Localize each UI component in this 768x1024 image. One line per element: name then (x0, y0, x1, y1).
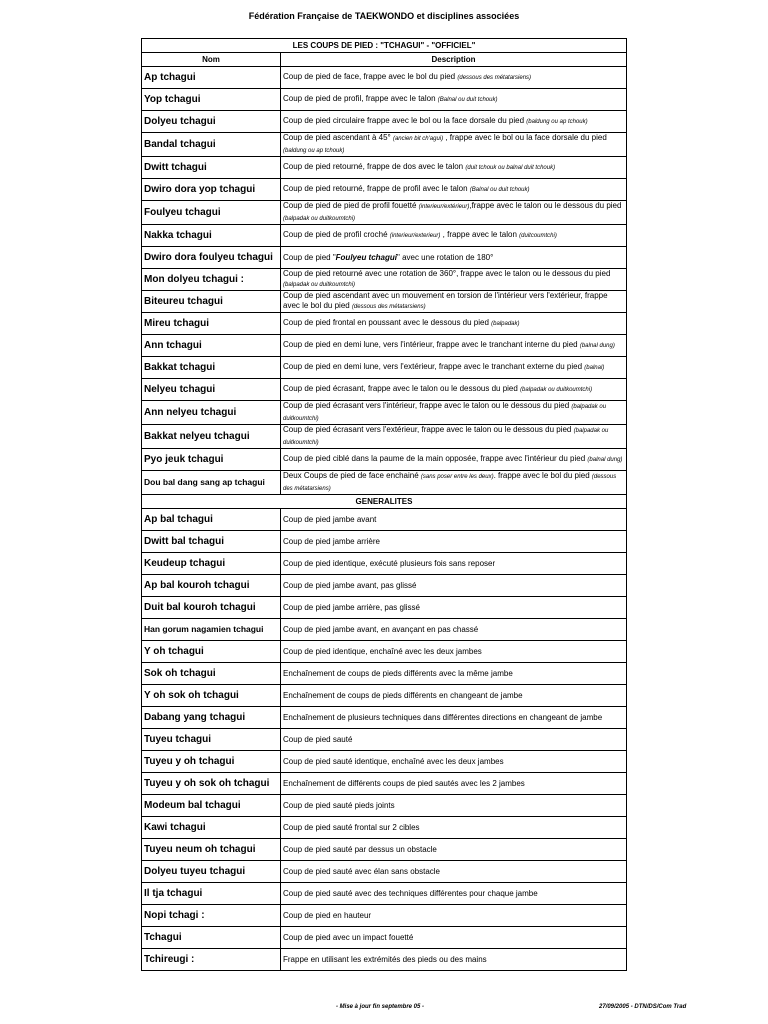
description-note: (balnal) (584, 364, 605, 371)
description-text: Coup de pied sauté par dessus un obstacle (283, 844, 437, 854)
description-note-2: (baldung ou ap tchouk) (283, 147, 345, 154)
kick-name: Han gorum nagamien tchagui (142, 619, 281, 641)
description-note-2: (balpadak ou duitkoumtchi) (283, 215, 356, 222)
kick-description (281, 133, 627, 157)
column-header-description: Description (281, 53, 627, 67)
description-text: Coup de pied sauté avec élan sans obstacle (283, 866, 440, 876)
description-text: Coup de pied en demi lune, vers l'intérieur, frappe avec le tranchant interne du pied (283, 339, 580, 349)
kick-name: Keudeup tchagui (142, 553, 281, 575)
kick-description (281, 685, 627, 707)
kick-description (281, 751, 627, 773)
description-note-2: (duitcoumtchi) (519, 232, 557, 239)
description-text: Enchaînement de coups de pieds différents avec la même jambe (283, 668, 513, 678)
table-row (142, 379, 627, 401)
kick-name: Il tja tchagui (142, 883, 281, 905)
description-text: Coup de pied écrasant vers l'intérieur, frappe avec le talon ou le dessous du pied (283, 401, 572, 410)
section-header-row (142, 495, 627, 509)
description-text: Coup de pied retourné, frappe de profil avec le talon (283, 183, 470, 193)
description-note: (baldung ou ap tchouk) (526, 118, 588, 125)
kick-description (281, 883, 627, 905)
kick-description (281, 449, 627, 471)
kick-description (281, 401, 627, 425)
kick-name: Duit bal kouroh tchagui (142, 597, 281, 619)
description-text: Coup de pied sauté avec des techniques différentes pour chaque jambe (283, 888, 538, 898)
kick-description (281, 157, 627, 179)
description-text: Enchaînement de différents coups de pied sautés avec les 2 jambes (283, 778, 525, 788)
description-text-2: . frappe avec le bol du pied (493, 471, 592, 480)
description-text: Deux Coups de pied de face enchainé (283, 471, 421, 480)
kick-description (281, 425, 627, 449)
description-text: Enchaînement de coups de pieds différents en changeant de jambe (283, 690, 523, 700)
description-note: (Balnal ou duit tchouk) (437, 96, 498, 103)
description-note: (ancien bit ch'agui) (392, 136, 444, 142)
table-row (142, 751, 627, 773)
description-text: Coup de pied de profil croché (283, 229, 390, 239)
table-row (142, 575, 627, 597)
description-note: (balnal dung) (579, 342, 615, 349)
table-row (142, 291, 627, 313)
kick-name: Nopi tchagi : (142, 905, 281, 927)
description-note: (interieur/extérieur) (418, 204, 470, 210)
description-note: (dessous des métatarsiens) (457, 74, 532, 81)
table-row (142, 225, 627, 247)
description-text: Coup de pied ascendant avec un mouvement en torsion de l'intérieur vers l'extérieur, frappe avec le bol du pied (283, 291, 608, 310)
description-text: Coup de pied en demi lune, vers l'extérieur, frappe avec le tranchant externe du pied (283, 361, 585, 371)
table-row (142, 663, 627, 685)
description-text: Coup de pied retourné, frappe de dos avec le talon (283, 161, 466, 171)
description-text: Coup de pied jambe avant, pas glissé (283, 580, 417, 590)
kick-name: Dwiro dora foulyeu tchagui (142, 247, 281, 269)
kick-name: Y oh sok oh tchagui (142, 685, 281, 707)
kick-name: Ap bal tchagui (142, 509, 281, 531)
kick-description (281, 509, 627, 531)
column-header-name: Nom (142, 53, 281, 67)
table-row (142, 269, 627, 291)
description-text: Coup de pied jambe arrière, pas glissé (283, 602, 420, 612)
kick-description (281, 597, 627, 619)
kick-description (281, 247, 627, 269)
kick-name: Kawi tchagui (142, 817, 281, 839)
table-row (142, 67, 627, 89)
table-row (142, 179, 627, 201)
table-row (142, 641, 627, 663)
description-text-2: ,frappe avec le talon ou le dessous du pied (469, 201, 622, 210)
footer-update-note: - Mise à jour fin septembre 05 - (336, 1004, 425, 1010)
kick-description (281, 619, 627, 641)
description-note: (balpadak ou duitkoumtchi) (283, 428, 609, 446)
kick-name: Bakkat tchagui (142, 357, 281, 379)
description-emphasis: Foulyeu tchagui (335, 252, 397, 262)
kick-description (281, 379, 627, 401)
table-row (142, 425, 627, 449)
description-text: Coup de pied de profil, frappe avec le talon (283, 93, 438, 103)
description-text: Coup de pied jambe avant (283, 514, 377, 524)
kick-description (281, 553, 627, 575)
kick-description (281, 839, 627, 861)
kick-description (281, 773, 627, 795)
table-row (142, 89, 627, 111)
description-note: (Balnal ou duit tchouk) (469, 186, 530, 193)
kick-name: Tuyeu neum oh tchagui (142, 839, 281, 861)
description-text: Coup de pied de face, frappe avec le bol du pied (283, 71, 458, 81)
description-text: Coup de pied retourné avec une rotation de 360°, frappe avec le talon ou le dessous du pied (283, 269, 611, 278)
kick-name: Tchagui (142, 927, 281, 949)
kick-name: Ann tchagui (142, 335, 281, 357)
table-row (142, 773, 627, 795)
description-note: (dessous des métatarsiens) (351, 303, 426, 310)
kick-name: Mireu tchagui (142, 313, 281, 335)
kick-description (281, 949, 627, 971)
document-title: Fédération Française de TAEKWONDO et disciplines associées (248, 11, 520, 21)
description-text: Coup de pied en hauteur (283, 910, 372, 920)
table-row (142, 111, 627, 133)
table-row (142, 707, 627, 729)
description-note: (balpadak ou duitkoumtchi) (520, 386, 593, 393)
kick-description (281, 111, 627, 133)
description-text: Coup de pied identique, enchaîné avec les deux jambes (283, 646, 482, 656)
description-note-2: (dessous des métatarsiens) (283, 474, 617, 492)
kick-description (281, 201, 627, 225)
table-row (142, 401, 627, 425)
description-text: Coup de pied ascendant à 45° (283, 133, 393, 142)
table-row (142, 685, 627, 707)
description-text: Coup de pied circulaire frappe avec le bol ou la face dorsale du pied (283, 115, 527, 125)
description-text: Enchaînement de plusieurs techniques dans différentes directions en changeant de jambe (283, 712, 603, 722)
kicks-table (141, 38, 627, 971)
kick-name: Tuyeu y oh sok oh tchagui (142, 773, 281, 795)
description-text: Coup de pied avec un impact fouetté (283, 932, 414, 942)
description-note: (duit tchouk ou balnal duit tchouk) (465, 164, 556, 171)
kick-description (281, 225, 627, 247)
table-row (142, 247, 627, 269)
description-text: Coup de pied identique, exécuté plusieurs fois sans reposer (283, 558, 496, 568)
table-title-row (142, 39, 627, 53)
kick-name: Biteureu tchagui (142, 291, 281, 313)
kick-description (281, 575, 627, 597)
description-text: Coup de pied ciblé dans la paume de la main opposée, frappe avec l'intérieur du pied (283, 453, 588, 463)
kick-description (281, 927, 627, 949)
kick-name: Dou bal dang sang ap tchagui (142, 471, 281, 495)
table-row (142, 157, 627, 179)
table-row (142, 729, 627, 751)
kick-name: Tuyeu tchagui (142, 729, 281, 751)
description-text-2: , frappe avec le talon (440, 229, 520, 239)
description-text: Coup de pied " (283, 252, 336, 262)
kick-description (281, 357, 627, 379)
kick-description (281, 269, 627, 291)
table-row (142, 449, 627, 471)
kick-description (281, 861, 627, 883)
table-row (142, 553, 627, 575)
table-row (142, 949, 627, 971)
table-row (142, 471, 627, 495)
table-row (142, 619, 627, 641)
table-row (142, 313, 627, 335)
kick-description (281, 291, 627, 313)
description-text: Coup de pied jambe avant, en avançant en pas chassé (283, 624, 479, 634)
kick-description (281, 641, 627, 663)
kick-description (281, 313, 627, 335)
description-text-2: " avec une rotation de 180° (397, 252, 494, 262)
kick-description (281, 335, 627, 357)
kick-description (281, 89, 627, 111)
table-row (142, 509, 627, 531)
kick-name: Dolyeu tuyeu tchagui (142, 861, 281, 883)
table-row (142, 883, 627, 905)
kick-description (281, 67, 627, 89)
kick-name: Dwitt bal tchagui (142, 531, 281, 553)
description-text: Frappe en utilisant les extrémités des pieds ou des mains (283, 954, 487, 964)
description-text: Coup de pied sauté identique, enchaîné avec les deux jambes (283, 756, 504, 766)
kick-description (281, 729, 627, 751)
kick-description (281, 795, 627, 817)
kick-description (281, 817, 627, 839)
table-row (142, 817, 627, 839)
kick-name: Ap bal kouroh tchagui (142, 575, 281, 597)
kick-description (281, 531, 627, 553)
description-text: Coup de pied jambe arrière (283, 536, 380, 546)
kick-name: Modeum bal tchagui (142, 795, 281, 817)
description-note: (balnal dung) (587, 456, 623, 463)
kick-description (281, 707, 627, 729)
table-row (142, 839, 627, 861)
table-row (142, 861, 627, 883)
kick-name: Tchireugi : (142, 949, 281, 971)
table-row (142, 201, 627, 225)
column-header-row (142, 53, 627, 67)
description-text: Coup de pied écrasant, frappe avec le talon ou le dessous du pied (283, 383, 521, 393)
description-text-2: , frappe avec le bol ou la face dorsale du pied (443, 133, 607, 142)
description-text: Coup de pied de pied de profil fouetté (283, 201, 419, 210)
description-text: Coup de pied sauté frontal sur 2 cibles (283, 822, 420, 832)
description-text: Coup de pied écrasant vers l'extérieur, frappe avec le talon ou le dessous du pied (283, 425, 574, 434)
kick-name: Ap tchagui (142, 67, 281, 89)
table-row (142, 335, 627, 357)
description-text: Coup de pied sauté (283, 734, 353, 744)
description-note: (interieur/exterieur) (389, 232, 441, 239)
section-title: GENERALITES (142, 495, 627, 509)
kick-name: Nakka tchagui (142, 225, 281, 247)
description-note: (balpadak) (491, 320, 520, 327)
kick-name: Sok oh tchagui (142, 663, 281, 685)
description-note: (balpadak ou duitkoumtchi) (283, 281, 356, 288)
footer-date-ref: 27/09/2005 - DTN/DS/Com Trad (599, 1004, 687, 1010)
table-row (142, 531, 627, 553)
table-row (142, 927, 627, 949)
kick-description (281, 179, 627, 201)
kick-name: Dolyeu tchagui (142, 111, 281, 133)
kick-name: Mon dolyeu tchagui : (142, 269, 281, 291)
description-note: (sans poser entre les deux) (420, 474, 494, 480)
kick-name: Dabang yang tchagui (142, 707, 281, 729)
kick-name: Tuyeu y oh tchagui (142, 751, 281, 773)
table-row (142, 597, 627, 619)
table-row (142, 357, 627, 379)
description-text: Coup de pied sauté pieds joints (283, 800, 395, 810)
description-note: (balpadak ou duitkoumtchi) (283, 404, 607, 422)
kick-name: Dwitt tchagui (142, 157, 281, 179)
table-title: LES COUPS DE PIED : "TCHAGUI" - "OFFICIEL" (142, 39, 627, 53)
kick-description (281, 905, 627, 927)
kick-name: Dwiro dora yop tchagui (142, 179, 281, 201)
kick-name: Nelyeu tchagui (142, 379, 281, 401)
kick-description (281, 471, 627, 495)
kick-description (281, 663, 627, 685)
kick-name: Bakkat nelyeu tchagui (142, 425, 281, 449)
kick-name: Ann nelyeu tchagui (142, 401, 281, 425)
kick-name: Pyo jeuk tchagui (142, 449, 281, 471)
kick-name: Foulyeu tchagui (142, 201, 281, 225)
kick-name: Bandal tchagui (142, 133, 281, 157)
table-row (142, 133, 627, 157)
table-row (142, 795, 627, 817)
kick-name: Y oh tchagui (142, 641, 281, 663)
kick-name: Yop tchagui (142, 89, 281, 111)
description-text: Coup de pied frontal en poussant avec le dessous du pied (283, 317, 492, 327)
table-row (142, 905, 627, 927)
